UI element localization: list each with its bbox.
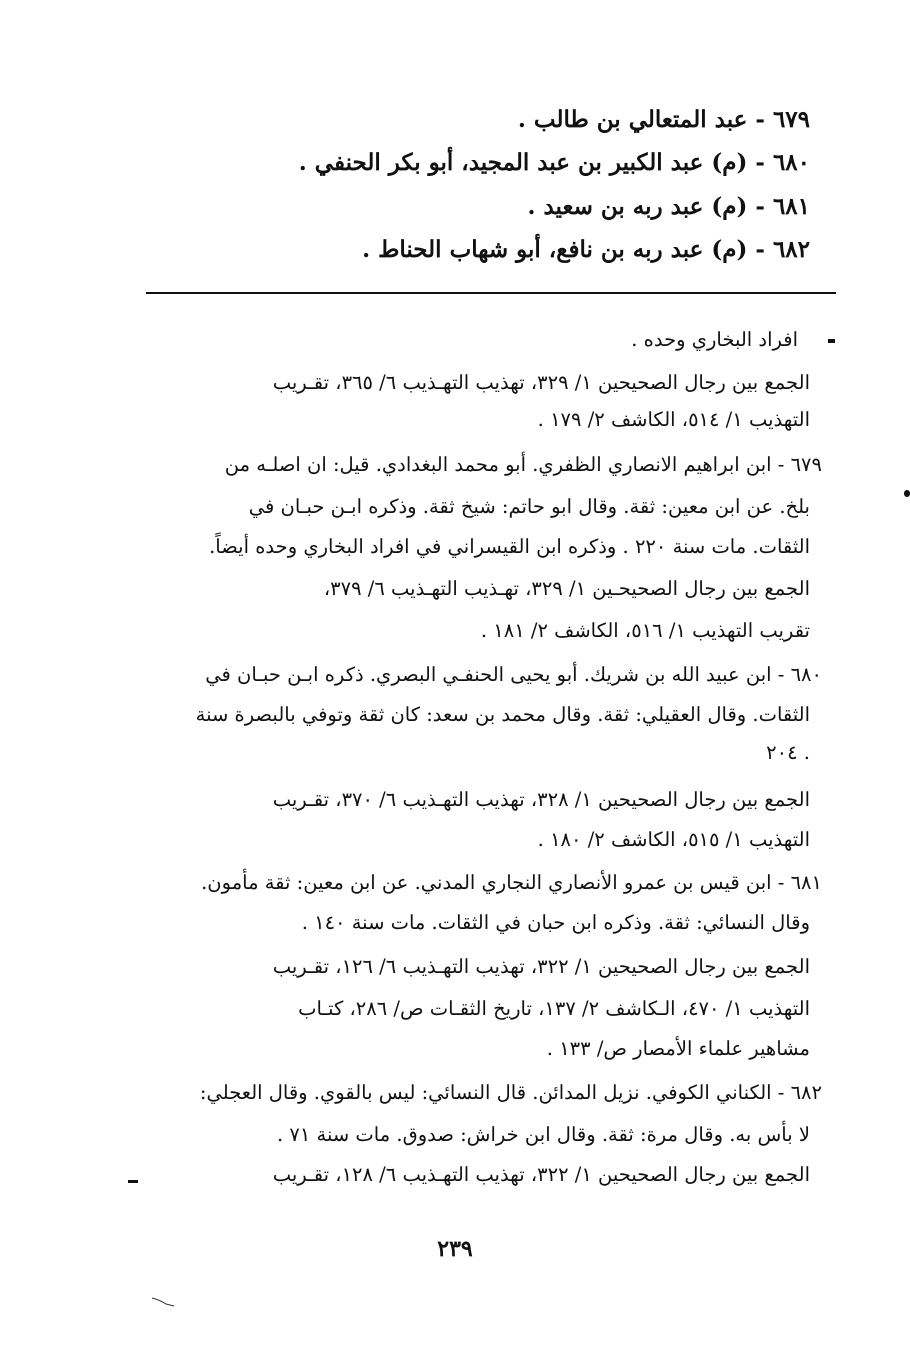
page-number: ٢٣٩ — [437, 1236, 473, 1262]
footnote-681-line-4: التهذيب ١/ ٤٧٠، الـكاشف ٢/ ١٣٧، تاريخ الثقـات ص/ ٢٨٦، كتـاب — [298, 997, 810, 1020]
footnote-679-line-3: الثقات. مات سنة ٢٢٠ . وذكره ابن القيسراني في افراد البخاري وحده أيضاً. — [209, 535, 810, 558]
entry-679: ٦٧٩ - عبد المتعالي بن طالب . — [517, 106, 810, 133]
entry-681: ٦٨١ - (م) عبد ربه بن سعيد . — [527, 193, 810, 220]
footnote-681-line-1: ٦٨١ - ابن قيس بن عمرو الأنصاري النجاري المدني. عن ابن معين: ثقة مأمون. — [201, 871, 822, 894]
footnote-681-line-2: وقال النسائي: ثقة. وذكره ابن حبان في الثقات. مات سنة ١٤٠ . — [301, 911, 810, 934]
footnote-682-line-1: ٦٨٢ - الكناني الكوفي. نزيل المدائن. قال النسائي: ليس بالقوي. وقال العجلي: — [199, 1081, 822, 1104]
footnote-star-line-1: افراد البخاري وحده . — [631, 328, 798, 351]
footnote-680-line-4: الجمع بين رجال الصحيحين ١/ ٣٢٨، تهذيب التهـذيب ٦/ ٣٧٠، تقـريب — [272, 788, 810, 811]
footnote-679-line-2: بلخ. عن ابن معين: ثقة. وقال ابو حاتم: شيخ ثقة. وذكره ابـن حبـان في — [248, 495, 810, 518]
footnote-divider — [146, 292, 836, 294]
footnote-680-line-5: التهذيب ١/ ٥١٥، الكاشف ٢/ ١٨٠ . — [537, 828, 810, 851]
footnote-star-line-3: التهذيب ١/ ٥١٤، الكاشف ٢/ ١٧٩ . — [537, 408, 810, 431]
footnote-680-line-3: ٢٠٤ . — [766, 741, 810, 764]
footnote-681-line-3: الجمع بين رجال الصحيحين ١/ ٣٢٢، تهذيب التهـذيب ٦/ ١٢٦، تقـريب — [272, 955, 810, 978]
footnote-679-line-4: الجمع بين رجال الصحيحـين ١/ ٣٢٩، تهـذيب التهـذيب ٦/ ٣٧٩، — [323, 577, 810, 600]
footnote-679-line-1: ٦٧٩ - ابن ابراهيم الانصاري الظفري. أبو محمد البغدادي. قيل: ان اصلـه من — [224, 453, 822, 476]
footnote-681-line-5: مشاهير علماء الأمصار ص/ ١٣٣ . — [546, 1037, 810, 1060]
entry-682: ٦٨٢ - (م) عبد ربه بن نافع، أبو شهاب الحناط . — [362, 236, 810, 263]
scan-speck — [904, 490, 910, 497]
footnote-star-marker — [828, 339, 835, 343]
footnote-680-line-2: الثقات. وقال العقيلي: ثقة. وقال محمد بن سعد: كان ثقة وتوفي بالبصرة سنة — [195, 703, 810, 726]
footnote-682-line-3: الجمع بين رجال الصحيحين ١/ ٣٢٢، تهذيب التهـذيب ٦/ ١٢٨، تقـريب — [272, 1163, 810, 1186]
footnote-679-line-5: تقريب التهذيب ١/ ٥١٦، الكاشف ٢/ ١٨١ . — [480, 619, 810, 642]
entry-680: ٦٨٠ - (م) عبد الكبير بن عبد المجيد، أبو بكر الحنفي . — [298, 149, 810, 176]
footnote-star-line-2: الجمع بين رجال الصحيحين ١/ ٣٢٩، تهذيب التهـذيب ٦/ ٣٦٥، تقـريب — [272, 371, 810, 394]
footnote-680-line-1: ٦٨٠ - ابن عبيد الله بن شريك. أبو يحيى الحنفـي البصري. ذكره ابـن حبـان في — [205, 663, 822, 686]
scan-scribble — [150, 1294, 180, 1308]
footnote-682-line-2: لا بأس به. وقال مرة: ثقة. وقال ابن خراش: صدوق. مات سنة ٧١ . — [277, 1123, 810, 1146]
continuation-dash — [128, 1180, 138, 1183]
